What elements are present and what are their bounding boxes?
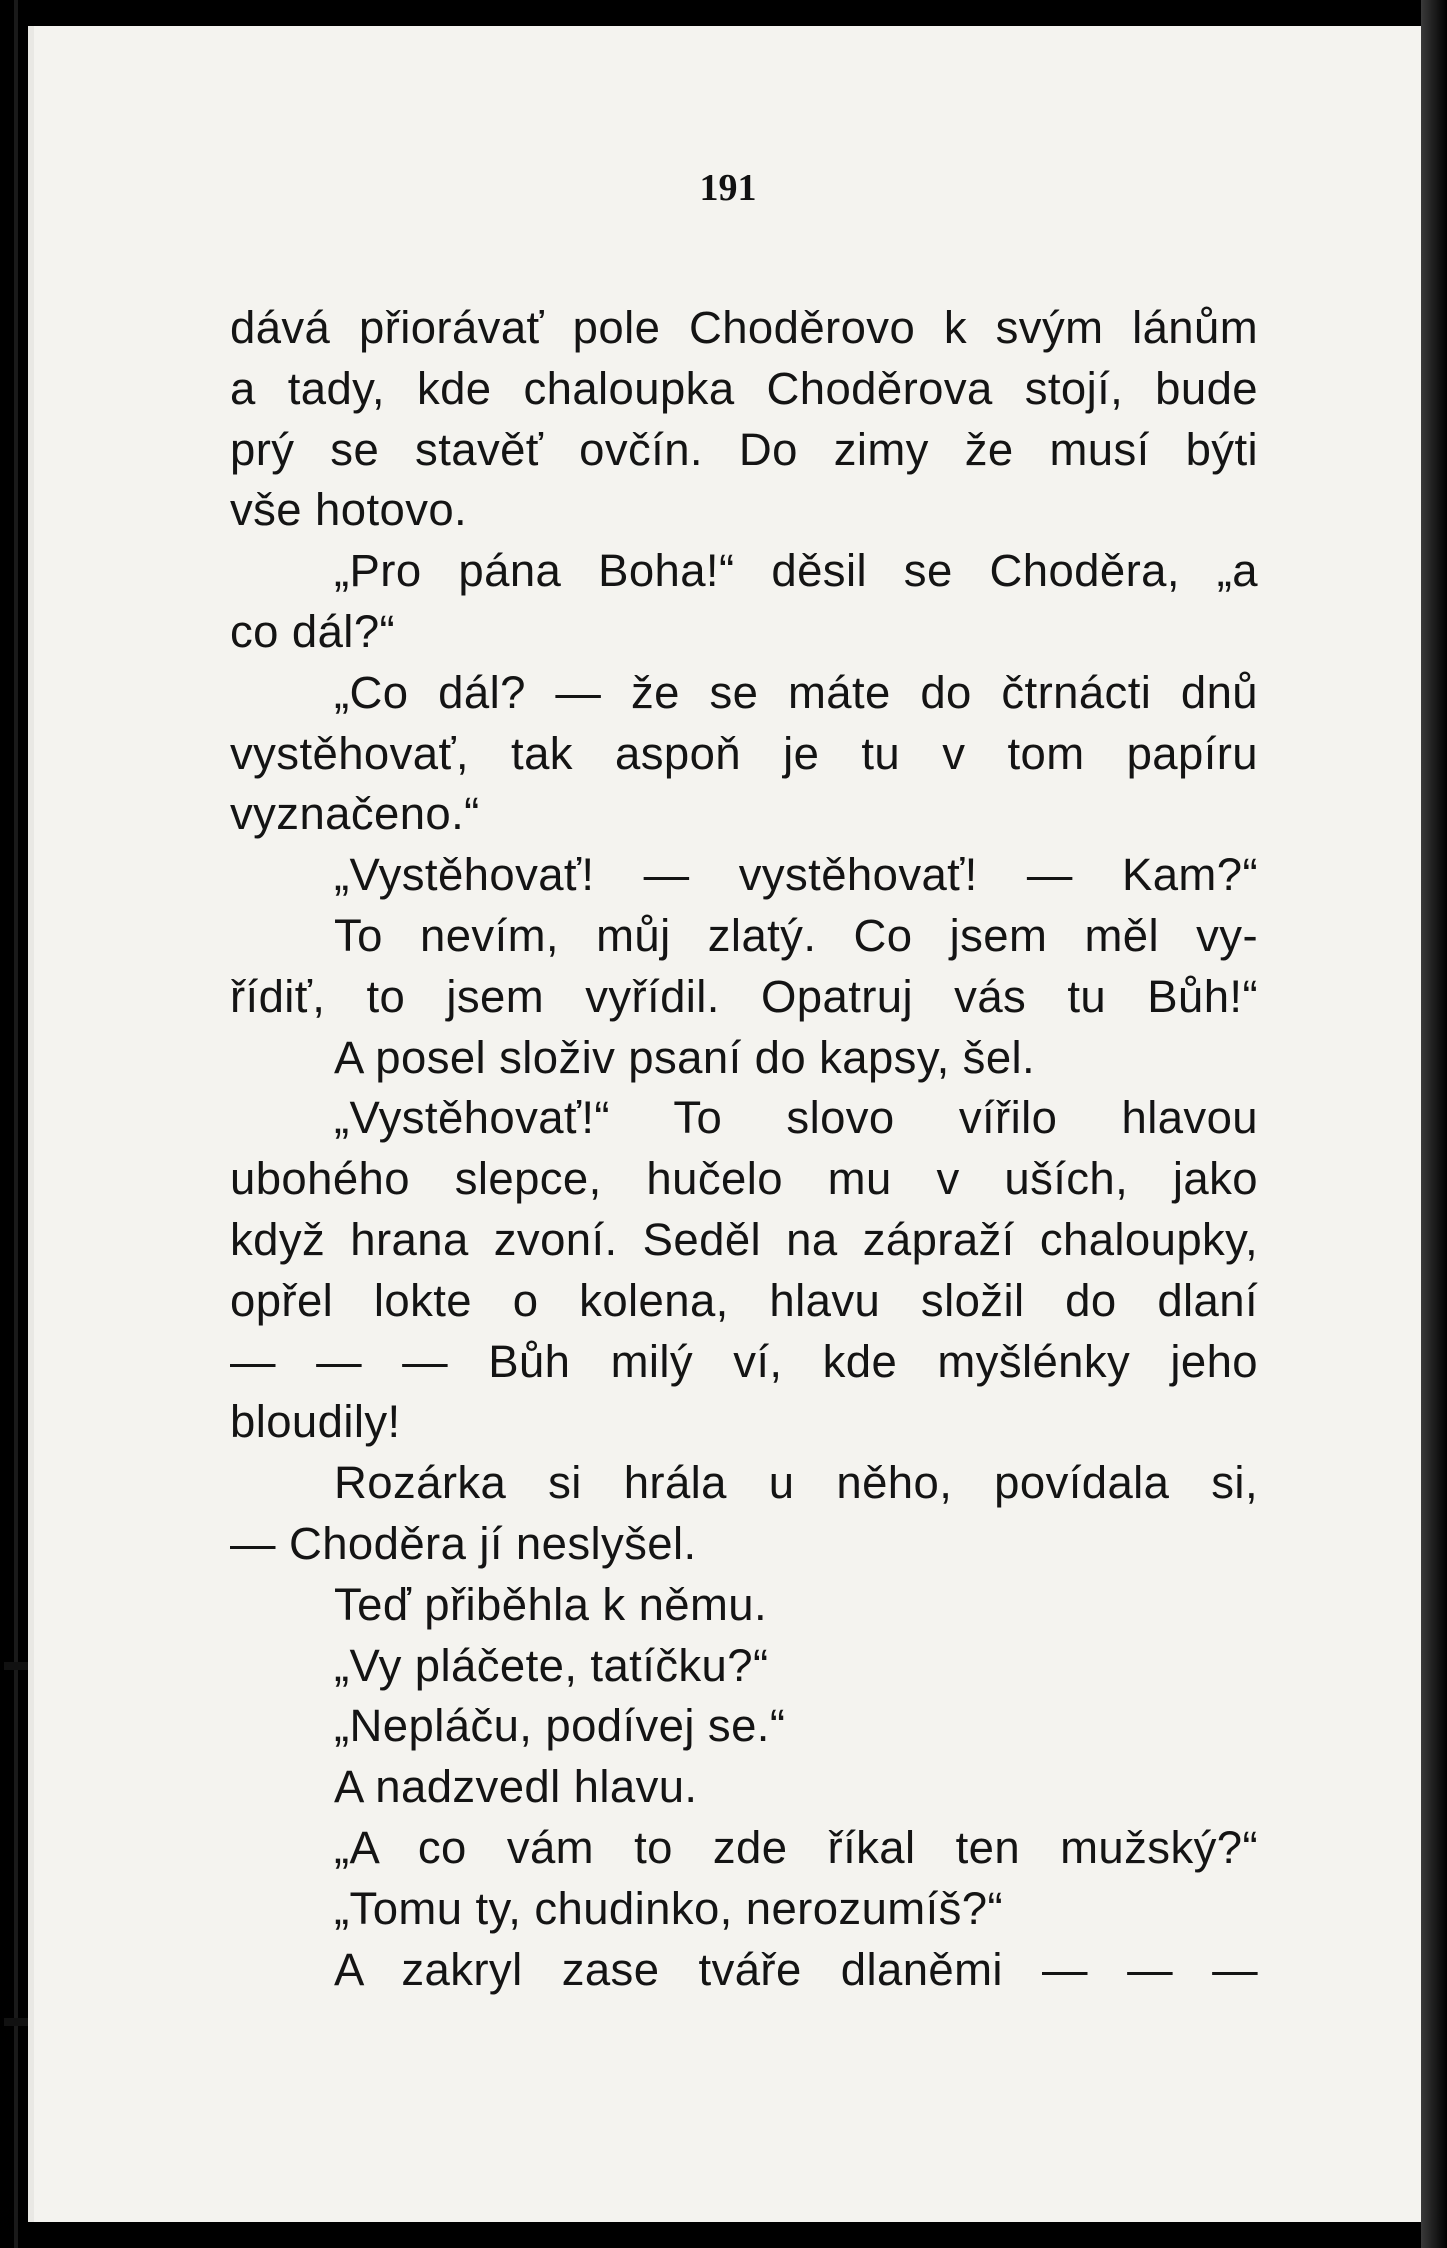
page-gutter-shadow (1421, 0, 1447, 2248)
binding-mark (4, 2018, 30, 2026)
text-line: Rozárka si hrála u něho, povídala si, (334, 1457, 1258, 1509)
text-line: „Tomu ty, chudinko, nerozumíš?“ (334, 1882, 1004, 1934)
text-line: A zakryl zase tváře dlaněmi — — — (334, 1943, 1258, 1995)
text-line: vše hotovo. (230, 484, 468, 536)
text-line: vyznačeno.“ (230, 788, 480, 840)
page-number: 191 (699, 167, 757, 209)
text-line: „Vystěhovať!“ To slovo vířilo hlavou (334, 1092, 1258, 1144)
page-body-text (230, 298, 1258, 2000)
text-line: dává přiorávať pole Choděrovo k svým lánům (230, 302, 1258, 353)
text-line: ubohého slepce, hučelo mu v uších, jako (230, 1153, 1258, 1205)
text-line: To nevím, můj zlatý. Co jsem měl vy- (334, 909, 1258, 961)
text-line: A posel složiv psaní do kapsy, šel. (334, 1031, 1036, 1083)
text-line: „Co dál? — že se máte do čtrnácti dnů (334, 666, 1258, 718)
text-line: a tady, kde chaloupka Choděrova stojí, bude (230, 362, 1258, 414)
text-line: vystěhovať, tak aspoň je tu v tom papíru (230, 727, 1258, 779)
binding-mark (4, 1662, 30, 1670)
text-line: řídiť, to jsem vyřídil. Opatruj vás tu Bůh!“ (230, 970, 1258, 1022)
text-line: „Pro pána Boha!“ děsil se Choděra, „a (334, 545, 1258, 597)
text-line: opřel lokte o kolena, hlavu složil do dlaní (230, 1274, 1258, 1326)
text-line: co dál?“ (230, 605, 396, 657)
text-line: — — — Bůh milý ví, kde myšlénky jeho (230, 1335, 1258, 1387)
binding-edge (14, 0, 18, 2248)
text-line: bloudily! (230, 1396, 401, 1448)
text-line: A nadzvedl hlavu. (334, 1761, 698, 1813)
text-line: Teď přiběhla k němu. (334, 1578, 768, 1630)
text-line: „A co vám to zde říkal ten mužský?“ (334, 1821, 1258, 1873)
text-line: když hrana zvoní. Seděl na zápraží chaloupky, (230, 1213, 1258, 1265)
text-line: „Nepláču, podívej se.“ (334, 1700, 786, 1752)
text-line: — Choděra jí neslyšel. (230, 1517, 697, 1569)
text-line: „Vystěhovať! — vystěhovať! — Kam?“ (334, 849, 1258, 901)
text-line: „Vy pláčete, tatíčku?“ (334, 1639, 769, 1691)
book-page (34, 26, 1422, 2222)
text-line: prý se stavěť ovčín. Do zimy že musí býti (230, 423, 1258, 475)
